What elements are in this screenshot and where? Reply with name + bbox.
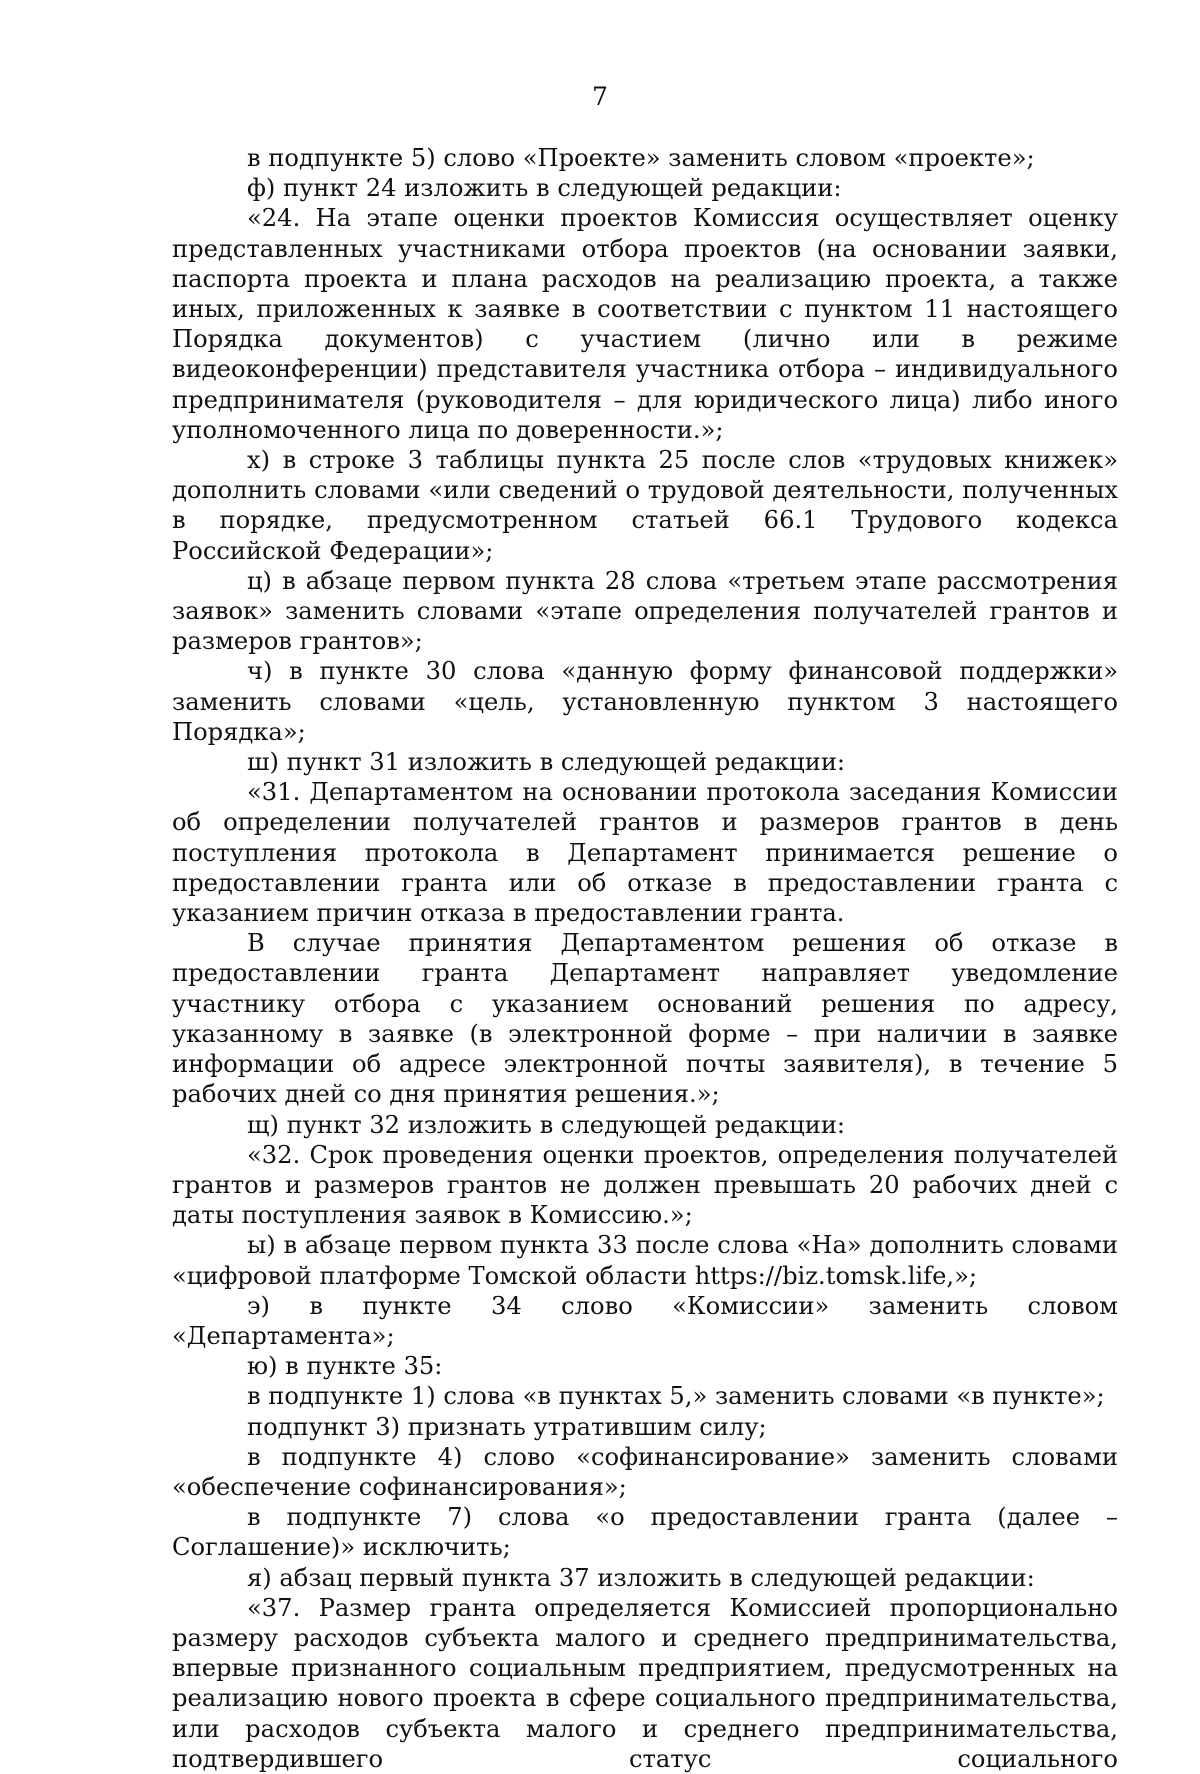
paragraph: «31. Департаментом на основании протокола заседания Комиссии об определении получателей грантов и размеров грантов в день поступления протокола в Департамент принимается решение о предоставлении гранта или об отказе в предоставлении гранта с указанием причин отказа в предоставлении гранта. (172, 778, 1118, 928)
page-number: 7 (592, 82, 608, 111)
paragraph: ю) в пункте 35: (247, 1352, 443, 1381)
paragraph: ш) пункт 31 изложить в следующей редакции: (247, 748, 846, 777)
paragraph: я) абзац первый пункта 37 изложить в следующей редакции: (247, 1563, 1035, 1592)
paragraph: ф) пункт 24 изложить в следующей редакции: (247, 174, 842, 203)
paragraph: х) в строке 3 таблицы пункта 25 после слов «трудовых книжек» дополнить словами «или сведений о трудовой деятельности, полученных в порядке, предусмотренном статьей 66.1 Трудового кодекса Российской Федерации»; (172, 446, 1118, 565)
paragraph: э) в пункте 34 слово «Комиссии» заменить словом «Департамента»; (172, 1291, 1118, 1350)
paragraph: в подпункте 4) слово «софинансирование» заменить словами «обеспечение софинансирования»; (172, 1442, 1118, 1501)
paragraph: «24. На этапе оценки проектов Комиссия осуществляет оценку представленных участниками отбора проектов (на основании заявки, паспорта проекта и плана расходов на реализацию проекта, а также иных, приложенных к заявке в соответствии с пунктом 11 настоящего Порядка документов) с участием (лично или в режиме видеоконференции) представителя участника отбора – индивидуального предпринимателя (руководителя – для юридического лица) либо иного уполномоченного лица по доверенности.»; (172, 204, 1118, 444)
paragraph: подпункт 3) признать утратившим силу; (247, 1412, 767, 1441)
paragraph: в подпункте 1) слова «в пунктах 5,» заменить словами «в пункте»; (247, 1382, 1105, 1411)
paragraph-continued: «37. Размер гранта определяется Комиссией пропорционально размеру расходов субъекта малого и среднего предпринимательства, впервые признанного социальным предприятием, предусмотренных на реализацию нового проекта в сфере социального предпринимательства, или расходов субъекта малого и среднего предпринимательства, подтвердившего статус социального (172, 1593, 1118, 1773)
paragraph: щ) пункт 32 изложить в следующей редакции: (247, 1110, 846, 1139)
paragraph: ы) в абзаце первом пункта 33 после слова «На» дополнить словами «цифровой платформе Томской области https://biz.tomsk.life,»; (172, 1231, 1118, 1290)
document-body (172, 143, 1118, 1774)
paragraph: «32. Срок проведения оценки проектов, определения получателей грантов и размеров грантов не должен превышать 20 рабочих дней с даты поступления заявок в Комиссию.»; (172, 1140, 1118, 1230)
paragraph: ч) в пункте 30 слова «данную форму финансовой поддержки» заменить словами «цель, установленную пунктом 3 настоящего Порядка»; (172, 657, 1118, 746)
paragraph: в подпункте 7) слова «о предоставлении гранта (далее – Соглашение)» исключить; (172, 1503, 1118, 1562)
paragraph: В случае принятия Департаментом решения об отказе в предоставлении гранта Департамент направляет уведомление участнику отбора с указанием оснований решения по адресу, указанному в заявке (в электронной форме – при наличии в заявке информации об адресе электронной почты заявителя), в течение 5 рабочих дней со дня принятия решения.»; (172, 929, 1118, 1109)
paragraph: ц) в абзаце первом пункта 28 слова «третьем этапе рассмотрения заявок» заменить словами «этапе определения получателей грантов и размеров грантов»; (172, 566, 1118, 656)
paragraph: в подпункте 5) слово «Проекте» заменить словом «проекте»; (247, 144, 1035, 172)
